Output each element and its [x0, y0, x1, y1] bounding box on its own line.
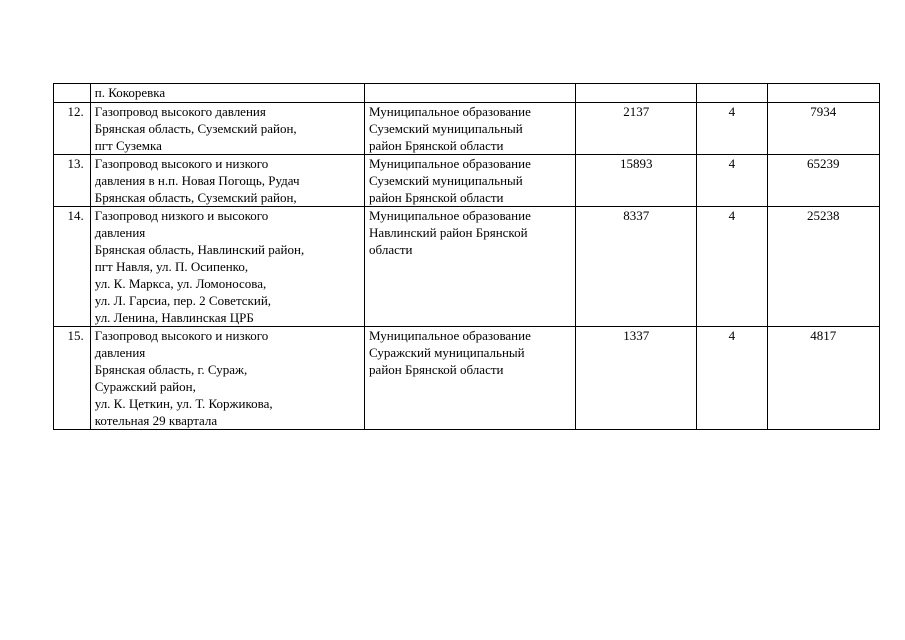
cell-value-a — [576, 84, 697, 103]
object-name-line: пгт Суземка — [94, 138, 162, 153]
object-name-line: п. Кокоревка — [94, 85, 166, 100]
cell-value-a: 15893 — [576, 155, 697, 207]
cell-owner — [365, 155, 576, 207]
cell-owner — [365, 327, 576, 430]
cell-object-name — [90, 84, 364, 103]
cell-num — [54, 84, 91, 103]
table-row — [54, 155, 880, 207]
owner-line: Муниципальное образование — [369, 156, 531, 171]
owner-line: район Брянской области — [369, 190, 504, 205]
owner-line: район Брянской области — [369, 138, 504, 153]
cell-owner — [365, 84, 576, 103]
cell-object-name — [90, 155, 364, 207]
cell-value-b — [697, 84, 767, 103]
cell-value-c: 7934 — [767, 103, 879, 155]
object-name-line: котельная 29 квартала — [94, 413, 218, 428]
owner-line: Муниципальное образование — [369, 208, 531, 223]
table-row — [54, 103, 880, 155]
cell-object-name — [90, 207, 364, 327]
object-name-line: Газопровод высокого давления — [94, 104, 266, 119]
cell-owner — [365, 103, 576, 155]
object-name-line: давления — [94, 225, 146, 240]
owner-line: области — [369, 242, 413, 257]
object-name-line: Брянская область, Суземский район, — [94, 121, 297, 136]
object-name-line: Газопровод высокого и низкого — [94, 328, 269, 343]
cell-value-a: 1337 — [576, 327, 697, 430]
cell-value-b: 4 — [697, 207, 767, 327]
object-name-line: Брянская область, Суземский район, — [94, 190, 297, 205]
cell-value-a: 8337 — [576, 207, 697, 327]
owner-line: Суземский муниципальный — [369, 121, 523, 136]
owner-line: Суражский муниципальный — [369, 345, 525, 360]
object-name-line: Суражский район, — [94, 379, 196, 394]
cell-object-name — [90, 327, 364, 430]
cell-value-c — [767, 84, 879, 103]
cell-value-b: 4 — [697, 327, 767, 430]
owner-line: Муниципальное образование — [369, 104, 531, 119]
cell-num: 13. — [54, 155, 91, 207]
cell-num: 15. — [54, 327, 91, 430]
object-name-line: Газопровод высокого и низкого — [94, 156, 269, 171]
object-name-line: Брянская область, г. Сураж, — [94, 362, 248, 377]
object-name-line: ул. Л. Гарсиа, пер. 2 Советский, — [94, 293, 272, 308]
cell-num: 14. — [54, 207, 91, 327]
owner-line: Суземский муниципальный — [369, 173, 523, 188]
owner-line: Навлинский район Брянской — [369, 225, 528, 240]
table-row-continuation — [54, 84, 880, 103]
table-row — [54, 327, 880, 430]
cell-value-c: 65239 — [767, 155, 879, 207]
registry-table — [53, 83, 880, 430]
cell-value-c: 4817 — [767, 327, 879, 430]
object-name-line: давления в н.п. Новая Погощь, Рудач — [94, 173, 300, 188]
object-name-line: давления — [94, 345, 146, 360]
object-name-line: ул. К. Маркса, ул. Ломоносова, — [94, 276, 267, 291]
cell-value-a: 2137 — [576, 103, 697, 155]
cell-value-b: 4 — [697, 103, 767, 155]
object-name-line: ул. К. Цеткин, ул. Т. Коржикова, — [94, 396, 273, 411]
owner-line: Муниципальное образование — [369, 328, 531, 343]
cell-value-b: 4 — [697, 155, 767, 207]
object-name-line: Газопровод низкого и высокого — [94, 208, 269, 223]
object-name-line: Брянская область, Навлинский район, — [94, 242, 305, 257]
cell-object-name — [90, 103, 364, 155]
cell-owner — [365, 207, 576, 327]
owner-line: район Брянской области — [369, 362, 504, 377]
object-name-line: ул. Ленина, Навлинская ЦРБ — [94, 310, 254, 325]
object-name-line: пгт Навля, ул. П. Осипенко, — [94, 259, 249, 274]
table-row — [54, 207, 880, 327]
cell-value-c: 25238 — [767, 207, 879, 327]
cell-num: 12. — [54, 103, 91, 155]
